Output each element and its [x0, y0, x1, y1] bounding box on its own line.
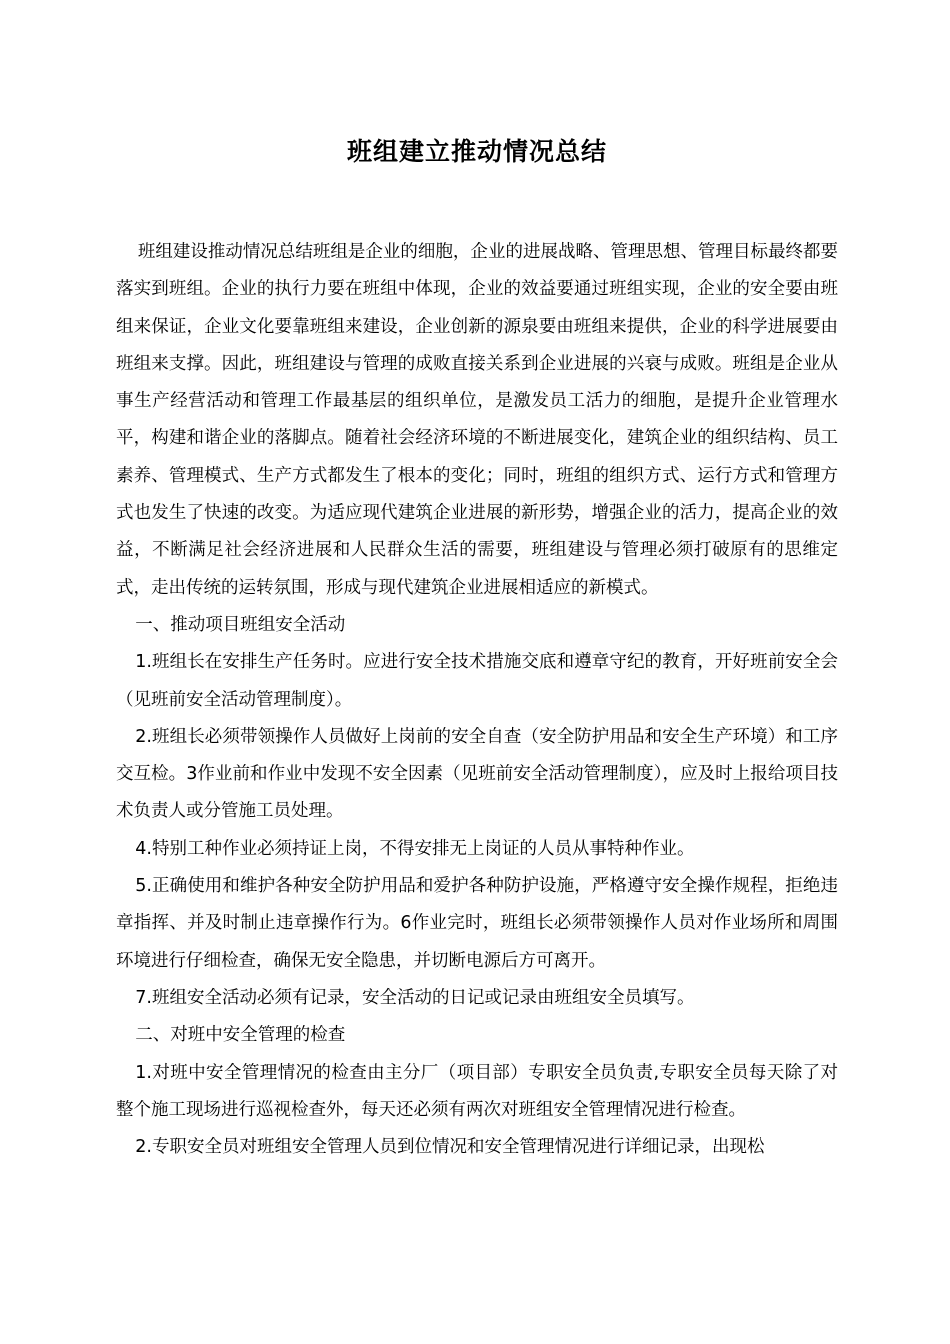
document-title: 班组建立推动情况总结 — [346, 137, 607, 166]
intro-paragraph: 班组建设推动情况总结班组是企业的细胞，企业的进展战略、管理思想、管理目标最终都要落实到班组。企业的执行力要在班组中体现，企业的效益要通过班组实现，企业的安全要由班组来保证，企业文化要靠班组来建设，企业创新的源泉要由班组来提供，企业的科学进展要由班组来支撑。因此，班组建设与管理的成败直接关系到企业进展的兴衰与成败。班组是企业从事生产经营活动和管理工作最基层的组织单位，是激发员工活力的细胞，是提升企业管理水平，构建和谐企业的落脚点。随着社会经济环境的不断进展变化，建筑企业的组织结构、员工素养、管理模式、生产方式都发生了根本的变化；同时，班组的组织方式、运行方式和管理方式也发生了快速的改变。为适应现代建筑企业进展的新形势，增强企业的活力，提高企业的效益，不断满足社会经济进展和人民群众生活的需要，班组建设与管理必须打破原有的思维定式，走出传统的运转氛围，形成与现代建筑企业进展相适应的新模式。 — [116, 242, 838, 598]
section1-item-4: 4.特别工种作业必须持证上岗，不得安排无上岗证的人员从事特种作业。 — [135, 838, 695, 859]
section2-item-1: 1.对班中安全管理情况的检查由主分厂（项目部）专职安全员负责,专职安全员每天除了对整个施工现场进行巡视检查外，每天还必须有两次对班组安全管理情况进行检查。 — [116, 1062, 838, 1120]
section-heading-2: 二、对班中安全管理的检查 — [135, 1025, 346, 1046]
section-heading-1: 一、推动项目班组安全活动 — [135, 614, 346, 635]
section1-item-5: 5.正确使用和维护各种安全防护用品和爱护各种防护设施，严格遵守安全操作规程，拒绝违章指挥、并及时制止违章操作行为。6作业完时，班组长必须带领操作人员对作业场所和周围环境进行仔细检查，确保无安全隐患，并切断电源后方可离开。 — [116, 876, 838, 971]
section1-item-2: 2.班组长必须带领操作人员做好上岗前的安全自查（安全防护用品和安全生产环境）和工序交互检。3作业前和作业中发现不安全因素（见班前安全活动管理制度），应及时上报给项目技术负责人或分管施工员处理。 — [116, 726, 838, 822]
section2-item-2: 2.专职安全员对班组安全管理人员到位情况和安全管理情况进行详细记录，出现松 — [135, 1137, 765, 1158]
section1-item-7: 7.班组安全活动必须有记录，安全活动的日记或记录由班组安全员填写。 — [135, 987, 695, 1008]
section1-item-1: 1.班组长在安排生产任务时。应进行安全技术措施交底和遵章守纪的教育，开好班前安全会（见班前安全活动管理制度）。 — [116, 652, 838, 710]
